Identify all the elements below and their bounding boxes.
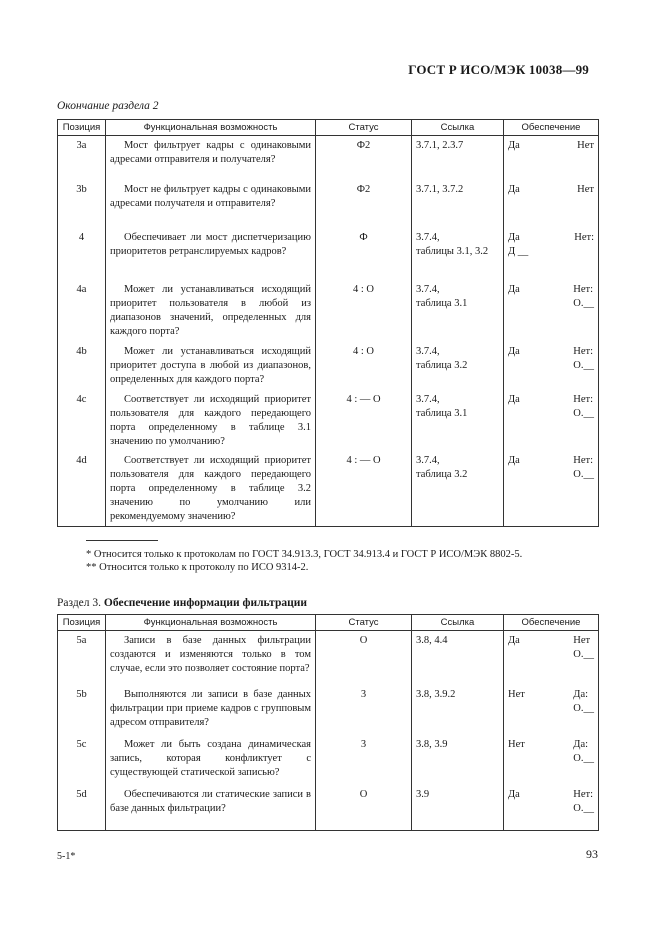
page-number: 93: [586, 847, 598, 861]
row-provision: [504, 280, 599, 342]
row-status: О: [316, 785, 412, 831]
row-reference: [412, 228, 504, 280]
row-reference-text: 3.8, 4.4: [416, 635, 448, 646]
row-capability-text: Выполняются ли записи в базе данных фильтрации при приеме кадров с групповым адресом отправителя?: [110, 688, 311, 728]
row-position: 5b: [58, 685, 106, 735]
provision-secondary: Да: О.__: [573, 688, 594, 714]
provision-primary: Да: [508, 283, 520, 295]
row-capability: [106, 451, 316, 527]
provision-primary: Нет: [508, 738, 525, 750]
row-position: 3a: [58, 136, 106, 180]
row-status: 3: [316, 685, 412, 735]
row-status: Ф: [316, 228, 412, 280]
section-3-title: Обеспечение информации фильтрации: [103, 597, 307, 609]
row-capability: [106, 735, 316, 785]
provision-secondary: Нет: О.__: [573, 788, 594, 814]
provision-primary: Нет: [508, 688, 525, 700]
row-provision: [504, 136, 599, 180]
provision-primary: Да: [508, 345, 520, 357]
row-reference: [412, 631, 504, 685]
row-capability-text: Записи в базе данных фильтрации создаются и изменяются только в том случае, если это позволяет состояние порта?: [110, 635, 311, 674]
section-3-prefix: Раздел 3.: [57, 597, 102, 609]
row-reference: [412, 785, 504, 831]
row-capability-text: Может ли быть создана динамическая запись, которая конфликтует с существующей статической записью?: [110, 738, 311, 778]
row-reference: [412, 390, 504, 451]
footnote-divider: [86, 540, 158, 541]
section-3-caption: [57, 597, 307, 609]
provision-primary: Да: [508, 788, 520, 800]
row-capability: [106, 390, 316, 451]
row-capability-text: Может ли устанавливаться исходящий приоритет доступа в любой из диапазонов, определенных для каждого порта?: [110, 345, 311, 385]
row-capability: [106, 136, 316, 180]
table-row: [58, 685, 599, 735]
row-position: 4: [58, 228, 106, 280]
row-reference-text: 3.7.4, таблица 3.1: [416, 393, 468, 419]
row-position: 4b: [58, 342, 106, 390]
table-row: [58, 228, 599, 280]
row-reference-text: 3.7.1, 2.3.7: [416, 140, 464, 151]
provision-secondary: Нет:: [574, 231, 594, 243]
row-status: Ф2: [316, 136, 412, 180]
provision-primary: Да Д __: [508, 231, 529, 257]
row-status: 4 : О: [316, 342, 412, 390]
row-position: 5a: [58, 631, 106, 685]
col-status: Статус: [316, 615, 412, 631]
row-capability: [106, 685, 316, 735]
col-reference: Ссылка: [412, 120, 504, 136]
row-provision: [504, 228, 599, 280]
col-reference: Ссылка: [412, 615, 504, 631]
provision-primary: Да: [508, 140, 520, 151]
provision-secondary: Нет: О.__: [573, 393, 594, 419]
row-provision: [504, 631, 599, 685]
col-provision: Обеспечение: [504, 615, 599, 631]
row-reference-text: 3.7.4, таблица 3.1: [416, 283, 468, 309]
provision-primary: Да: [508, 183, 520, 195]
table-row: [58, 631, 599, 685]
row-capability: [106, 631, 316, 685]
row-status: 4 : О: [316, 280, 412, 342]
row-capability: [106, 342, 316, 390]
standard-header: ГОСТ Р ИСО/МЭК 10038—99: [408, 62, 589, 77]
col-capability: Функциональная возможность: [106, 615, 316, 631]
row-reference-text: 3.8, 3.9.2: [416, 688, 456, 700]
provision-secondary: Нет: О.__: [573, 345, 594, 371]
section-end-caption: Окончание раздела 2: [57, 100, 159, 112]
provision-secondary: Да: О.__: [573, 738, 594, 764]
provision-secondary: Нет: О.__: [573, 454, 594, 480]
row-provision: [504, 180, 599, 228]
footer-sheet-mark: 5-1*: [57, 851, 76, 862]
row-capability-text: Соответствует ли исходящий приоритет пользователя для каждого передающего порта определенному в таблице 3.1 значению по умолчанию?: [110, 393, 311, 447]
provision-secondary: Нет: [577, 140, 594, 151]
col-status: Статус: [316, 120, 412, 136]
row-reference-text: 3.7.4, таблица 3.2: [416, 454, 468, 480]
row-status: 3: [316, 735, 412, 785]
col-position: Позиция: [58, 120, 106, 136]
row-capability: [106, 785, 316, 831]
row-status: О: [316, 631, 412, 685]
row-capability-text: Обеспечивает ли мост диспетчеризацию приоритетов ретранслируемых кадров?: [110, 231, 311, 257]
table-row: [58, 180, 599, 228]
row-position: 5c: [58, 735, 106, 785]
row-capability-text: Мост фильтрует кадры с одинаковыми адресами отправителя и получателя?: [110, 140, 311, 165]
col-provision: Обеспечение: [504, 120, 599, 136]
capability-table-section-3: [57, 614, 599, 831]
row-capability: [106, 280, 316, 342]
row-position: 4c: [58, 390, 106, 451]
row-position: 4d: [58, 451, 106, 527]
row-reference-text: 3.7.4, таблицы 3.1, 3.2: [416, 231, 489, 257]
row-provision: [504, 685, 599, 735]
table-row: [58, 451, 599, 527]
row-provision: [504, 342, 599, 390]
row-capability-text: Может ли устанавливаться исходящий приоритет пользователя в любой из диапазонов значений, определенных для каждого порта?: [110, 283, 311, 337]
row-capability: [106, 228, 316, 280]
table-row: [58, 342, 599, 390]
capability-table-section-2: [57, 119, 599, 527]
row-reference: [412, 342, 504, 390]
footnote-2: ** Относится только к протоколу по ИСО 9314-2.: [86, 562, 309, 573]
row-provision: [504, 451, 599, 527]
row-reference-text: 3.8, 3.9: [416, 738, 448, 750]
row-capability-text: Соответствует ли исходящий приоритет пользователя для каждого передающего порта определенному в таблице 3.2 значению по умолчанию или рекомендуемому значению?: [110, 454, 311, 522]
provision-secondary: Нет: [577, 183, 594, 195]
row-reference: [412, 280, 504, 342]
row-reference: [412, 136, 504, 180]
row-position: 5d: [58, 785, 106, 831]
row-reference: [412, 735, 504, 785]
footnote-1: * Относится только к протоколам по ГОСТ 34.913.3, ГОСТ 34.913.4 и ГОСТ Р ИСО/МЭК 8802-5.: [86, 549, 523, 560]
provision-secondary: Нет: О.__: [573, 283, 594, 309]
row-capability: [106, 180, 316, 228]
row-provision: [504, 785, 599, 831]
row-capability-text: Обеспечиваются ли статические записи в базе данных фильтрации?: [110, 788, 311, 814]
table-row: [58, 136, 599, 180]
table-row: [58, 735, 599, 785]
row-capability-text: Мост не фильтрует кадры с одинаковыми адресами получателя и отправителя?: [110, 183, 311, 209]
table-row: [58, 280, 599, 342]
row-reference: [412, 451, 504, 527]
row-status: 4 : — О: [316, 451, 412, 527]
table-row: [58, 785, 599, 831]
row-reference: [412, 180, 504, 228]
row-provision: [504, 390, 599, 451]
col-position: Позиция: [58, 615, 106, 631]
row-reference-text: 3.7.4, таблица 3.2: [416, 345, 468, 371]
row-reference: [412, 685, 504, 735]
provision-primary: Да: [508, 393, 520, 405]
table-row: [58, 390, 599, 451]
provision-primary: Да: [508, 635, 520, 646]
row-position: 4a: [58, 280, 106, 342]
row-reference-text: 3.7.1, 3.7.2: [416, 183, 464, 195]
row-status: 4 : — О: [316, 390, 412, 451]
provision-secondary: Нет О.__: [573, 635, 594, 660]
row-status: Ф2: [316, 180, 412, 228]
col-capability: Функциональная возможность: [106, 120, 316, 136]
provision-primary: Да: [508, 454, 520, 466]
row-reference-text: 3.9: [416, 788, 430, 800]
row-provision: [504, 735, 599, 785]
row-position: 3b: [58, 180, 106, 228]
